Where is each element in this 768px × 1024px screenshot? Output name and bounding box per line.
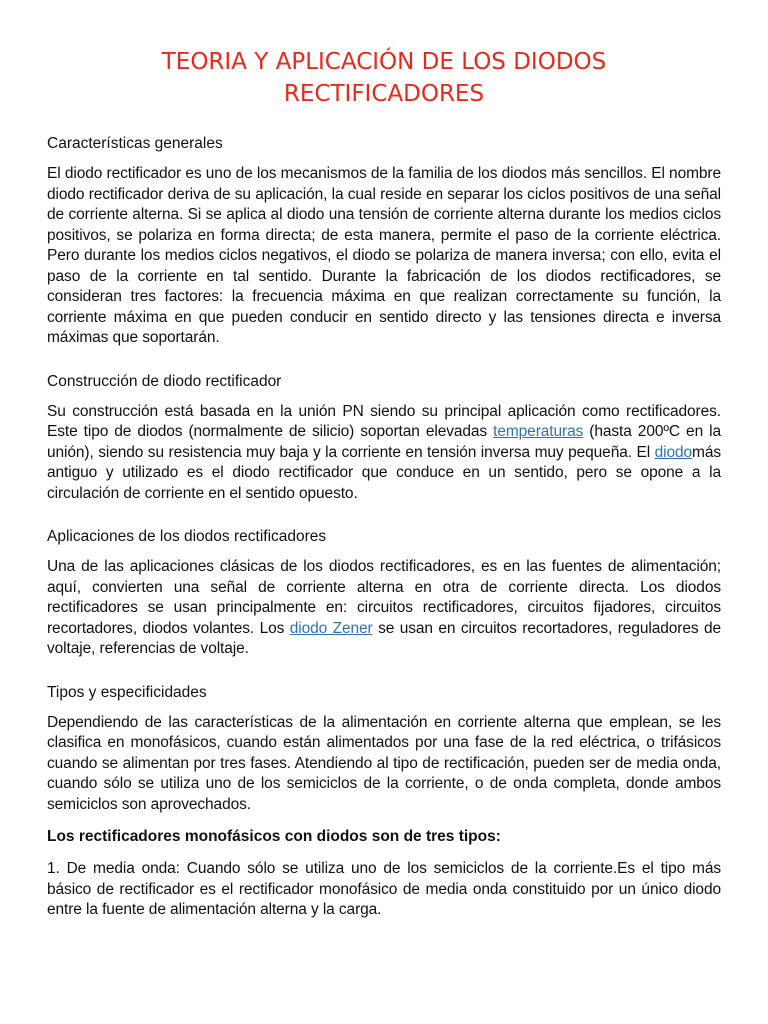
bold-line-monofasicos: Los rectificadores monofásicos con diodos son de tres tipos: <box>47 828 501 845</box>
section-heading-general: Características generales <box>47 135 223 152</box>
section-heading-types: Tipos y especificidades <box>47 683 207 701</box>
section-heading-construction: Construcción de diodo rectificador <box>47 372 282 390</box>
construction-text-3: más antiguo y utilizado es el diodo rectificador que conduce en un sentido, pero se opone a la circulación de corriente en el sentido opuesto. <box>47 443 721 502</box>
link-diodo-zener[interactable]: diodo Zener <box>289 619 373 637</box>
title-line-1: TEORIA Y APLICACIÓN DE LOS DIODOS <box>161 49 607 75</box>
link-diodo[interactable]: diodo <box>654 443 693 461</box>
applications-text-1: Una de las aplicaciones clásicas de los diodos rectificadores, es en las fuentes de alimentación; aquí, convierten una señal de corriente alterna en otra de corriente directa. Los diodos rectificadores se usan principalmente en: circuitos rectificadores, circuitos fijadores, circuitos recortadores, diodos volantes. Los <box>47 558 721 637</box>
section-heading-applications: Aplicaciones de los diodos rectificadores <box>47 528 327 545</box>
title-line-2: RECTIFICADORES <box>283 81 485 107</box>
construction-text-1: Su construcción está basada en la unión PN siendo su principal aplicación como rectificadores. Este tipo de diodos (normalmente de silicio) soportan elevadas <box>47 402 721 440</box>
applications-text-2: se usan en circuitos recortadores, reguladores de voltaje, referencias de voltaje. <box>47 619 721 657</box>
paragraph-construction <box>47 402 721 505</box>
construction-text-2: (hasta 200ºC en la unión), siendo su resistencia muy baja y la corriente en tensión inversa muy pequeña. El <box>47 423 721 461</box>
document-title <box>47 46 721 110</box>
link-temperaturas[interactable]: temperaturas <box>493 423 584 440</box>
paragraph-types: Dependiendo de las características de la alimentación en corriente alterna que emplean, se les clasifica en monofásicos, cuando están alimentados por una fase de la red eléctrica, o trifásicos cuando se alimentan por tres fases. Atendiendo al tipo de rectificación, pueden ser de media onda, cuando sólo se utiliza uno de los semiciclos de la corriente, o de onda completa, donde ambos semiciclos son aprovechados. <box>47 713 721 813</box>
paragraph-applications <box>47 557 721 660</box>
paragraph-item-1: 1. De media onda: Cuando sólo se utiliza uno de los semiciclos de la corriente.Es el tipo más básico de rectificador es el rectificador monofásico de media onda constituido por un único diodo entre la fuente de alimentación alterna y la carga. <box>47 860 721 918</box>
paragraph-general: El diodo rectificador es uno de los mecanismos de la familia de los diodos más sencillos. El nombre diodo rectificador deriva de su aplicación, la cual reside en separar los ciclos positivos de una señal de corriente alterna. Si se aplica al diodo una tensión de corriente alterna durante los medios ciclos positivos, se polariza en forma directa; de esta manera, permite el paso de la corriente eléctrica. Pero durante los medios ciclos negativos, el diodo se polariza de manera inversa; con ello, evita el paso de la corriente en tal sentido. Durante la fabricación de los diodos rectificadores, se consideran tres factores: la frecuencia máxima en que realizan correctamente su función, la corriente máxima en que pueden conducir en sentido directo y las tensiones directa e inversa máximas que soportarán. <box>47 165 721 346</box>
